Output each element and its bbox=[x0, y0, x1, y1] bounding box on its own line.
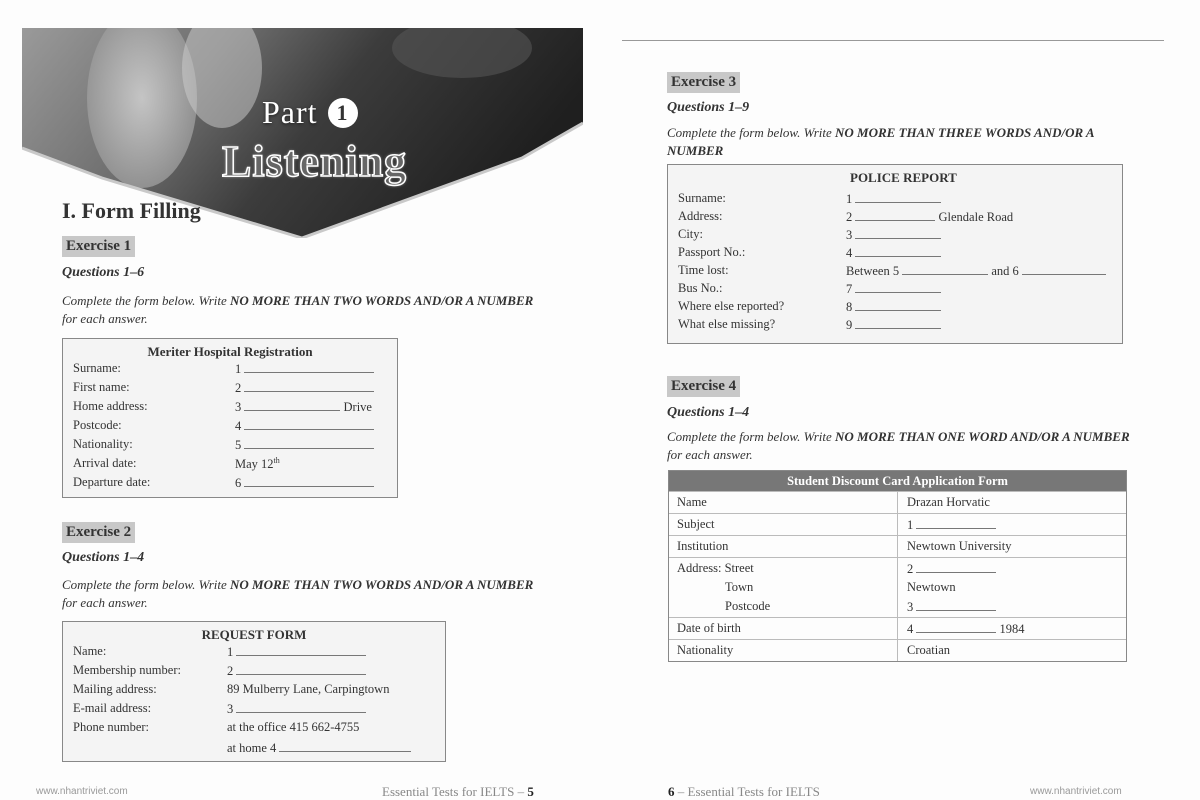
row-value bbox=[846, 191, 941, 207]
instr-text: Complete the form below. Write bbox=[667, 429, 836, 444]
row-value bbox=[235, 380, 374, 396]
form-row bbox=[63, 663, 445, 681]
answer-number: Between 5 bbox=[846, 264, 900, 278]
page-top-rule bbox=[622, 40, 1164, 41]
row-value bbox=[846, 281, 941, 297]
row-label: Passport No.: bbox=[678, 245, 746, 259]
row-value bbox=[846, 299, 941, 315]
form-row bbox=[63, 720, 445, 738]
part-number-badge: 1 bbox=[328, 98, 358, 128]
row-value: Drazan Horvatic bbox=[907, 495, 990, 509]
row-value bbox=[227, 701, 366, 717]
row-label: Where else reported? bbox=[678, 299, 785, 313]
answer-blank[interactable] bbox=[855, 191, 941, 203]
form-row bbox=[668, 263, 1122, 281]
row-label: Address: Street bbox=[677, 561, 754, 575]
answer-blank[interactable] bbox=[916, 599, 996, 611]
exercise-4-questions: Questions 1–4 bbox=[667, 405, 750, 420]
row-label: Membership number: bbox=[73, 663, 181, 677]
answer-number: 1 bbox=[235, 362, 242, 376]
answer-number: 1 bbox=[907, 518, 914, 532]
answer-number: 2 bbox=[846, 210, 853, 224]
row-label: Name bbox=[677, 495, 707, 509]
date-suffix: th bbox=[273, 456, 280, 465]
exercise-1-questions: Questions 1–6 bbox=[62, 265, 145, 280]
row-value bbox=[235, 399, 372, 415]
form-row bbox=[668, 281, 1122, 299]
form-title: Meriter Hospital Registration bbox=[147, 344, 313, 359]
footer-book-title bbox=[382, 784, 534, 800]
answer-blank[interactable] bbox=[244, 361, 374, 373]
row-label: Arrival date: bbox=[73, 456, 137, 470]
answer-number: 3 bbox=[235, 400, 242, 414]
row-label: Departure date: bbox=[73, 475, 151, 489]
answer-number: 3 bbox=[846, 228, 853, 242]
row-value bbox=[846, 245, 941, 261]
arrival-date: May 12 bbox=[235, 457, 274, 472]
row-label: Institution bbox=[677, 539, 729, 553]
row-value bbox=[227, 740, 411, 756]
table-row bbox=[669, 535, 1126, 557]
answer-number: 1 bbox=[227, 645, 234, 659]
answer-blank[interactable] bbox=[244, 418, 374, 430]
row-value bbox=[235, 361, 374, 377]
row-label: City: bbox=[678, 227, 704, 241]
answer-number: 7 bbox=[846, 282, 853, 296]
answer-number: 4 bbox=[846, 246, 853, 260]
form-row bbox=[63, 740, 445, 758]
answer-number: at home 4 bbox=[227, 741, 277, 755]
row-label: Town bbox=[725, 580, 754, 594]
section-title: I. Form Filling bbox=[62, 198, 201, 223]
value-suffix: Glendale Road bbox=[938, 210, 1014, 224]
row-label: Postcode bbox=[725, 599, 771, 613]
table-row bbox=[669, 491, 1126, 513]
row-label: Nationality bbox=[677, 643, 734, 657]
row-value bbox=[227, 663, 366, 679]
form-row bbox=[63, 399, 397, 417]
form-row bbox=[63, 456, 397, 474]
row-label: Subject bbox=[677, 517, 715, 531]
row-label: Name: bbox=[73, 644, 107, 658]
instr-text-end: for each answer. bbox=[62, 311, 148, 326]
exercise-2-questions: Questions 1–4 bbox=[62, 550, 145, 565]
exercise-3-questions: Questions 1–9 bbox=[667, 100, 750, 115]
answer-number: 1 bbox=[846, 192, 853, 206]
form-row bbox=[668, 245, 1122, 263]
row-value bbox=[846, 263, 1106, 279]
answer-number: 3 bbox=[227, 702, 234, 716]
row-value: Croatian bbox=[907, 643, 951, 657]
exercise-1-instructions bbox=[62, 292, 542, 328]
book-title: – Essential Tests for IELTS bbox=[674, 784, 820, 799]
answer-blank[interactable] bbox=[236, 663, 366, 675]
form-row bbox=[63, 361, 397, 379]
row-value bbox=[907, 621, 1025, 637]
form-row bbox=[63, 644, 445, 662]
answer-blank[interactable] bbox=[855, 281, 941, 293]
answer-blank[interactable] bbox=[855, 227, 941, 239]
value-suffix: 1984 bbox=[999, 622, 1025, 636]
row-label: Home address: bbox=[73, 399, 148, 413]
exercise-4-badge: Exercise 4 bbox=[667, 376, 740, 397]
row-value bbox=[907, 561, 996, 577]
form-row bbox=[668, 299, 1122, 317]
form-row bbox=[63, 437, 397, 455]
hospital-registration-form bbox=[62, 338, 398, 498]
row-label: Phone number: bbox=[73, 720, 150, 734]
part-heading bbox=[262, 94, 358, 131]
form-row bbox=[668, 317, 1122, 335]
answer-blank[interactable] bbox=[855, 245, 941, 257]
answer-number: 2 bbox=[235, 381, 242, 395]
form-row bbox=[63, 475, 397, 493]
row-label: Mailing address: bbox=[73, 682, 157, 696]
exercise-2-badge: Exercise 2 bbox=[62, 522, 135, 543]
table-row bbox=[669, 617, 1126, 639]
row-label: Surname: bbox=[73, 361, 121, 375]
answer-blank[interactable] bbox=[855, 299, 941, 311]
answer-number: 4 bbox=[235, 419, 242, 433]
form-row bbox=[63, 418, 397, 436]
row-value bbox=[235, 437, 374, 453]
row-value bbox=[235, 475, 374, 491]
answer-blank[interactable] bbox=[236, 644, 366, 656]
answer-blank[interactable] bbox=[902, 263, 988, 275]
row-value bbox=[846, 317, 941, 333]
row-value: at the office 415 662-4755 bbox=[227, 720, 360, 734]
answer-blank[interactable] bbox=[855, 317, 941, 329]
instr-text: Complete the form below. Write bbox=[62, 293, 231, 308]
row-label: What else missing? bbox=[678, 317, 776, 331]
instr-bold: NO MORE THAN THREE WORDS AND/OR A NUMBER bbox=[667, 125, 1094, 158]
instr-bold: NO MORE THAN TWO WORDS AND/OR A NUMBER bbox=[230, 293, 534, 308]
row-label: First name: bbox=[73, 380, 130, 394]
instr-text: Complete the form below. Write bbox=[62, 577, 231, 592]
row-value bbox=[846, 209, 1013, 225]
row-value: Newtown bbox=[907, 580, 956, 594]
value-suffix: and 6 bbox=[991, 264, 1019, 278]
answer-blank[interactable] bbox=[244, 437, 374, 449]
row-label: Time lost: bbox=[678, 263, 729, 277]
instr-text: Complete the form below. Write bbox=[667, 125, 836, 140]
answer-blank[interactable] bbox=[916, 561, 996, 573]
answer-blank[interactable] bbox=[236, 701, 366, 713]
row-label: Bus No.: bbox=[678, 281, 723, 295]
exercise-4-instructions bbox=[667, 428, 1137, 464]
answer-number: 9 bbox=[846, 318, 853, 332]
banner-title: Listening bbox=[222, 137, 408, 186]
answer-blank[interactable] bbox=[916, 517, 996, 529]
exercise-1-badge: Exercise 1 bbox=[62, 236, 135, 257]
police-report-form bbox=[667, 164, 1123, 344]
answer-number: 2 bbox=[907, 562, 914, 576]
form-title: POLICE REPORT bbox=[850, 170, 957, 185]
footer-url[interactable]: www.nhantriviet.com bbox=[36, 786, 128, 797]
answer-number: 3 bbox=[907, 600, 914, 614]
value-suffix: Drive bbox=[343, 400, 372, 414]
row-label: Nationality: bbox=[73, 437, 133, 451]
answer-blank[interactable] bbox=[279, 740, 411, 752]
answer-blank[interactable] bbox=[244, 399, 340, 411]
row-label: Surname: bbox=[678, 191, 726, 205]
row-value bbox=[235, 418, 374, 434]
row-value: 89 Mulberry Lane, Carpingtown bbox=[227, 682, 390, 696]
request-form bbox=[62, 621, 446, 762]
instr-text-end: for each answer. bbox=[667, 447, 753, 462]
instr-bold: NO MORE THAN ONE WORD AND/OR A NUMBER bbox=[835, 429, 1130, 444]
answer-number: 6 bbox=[235, 476, 242, 490]
page-number: 6 bbox=[668, 784, 675, 799]
table-row bbox=[669, 513, 1126, 535]
form-row bbox=[63, 701, 445, 719]
answer-number: 5 bbox=[235, 438, 242, 452]
row-label: Address: bbox=[678, 209, 723, 223]
part-label: Part bbox=[262, 94, 318, 130]
form-row bbox=[668, 209, 1122, 227]
instr-text-end: for each answer. bbox=[62, 595, 148, 610]
exercise-3-badge: Exercise 3 bbox=[667, 72, 740, 93]
row-label: E-mail address: bbox=[73, 701, 152, 715]
form-row bbox=[63, 380, 397, 398]
table-row bbox=[669, 639, 1126, 661]
row-value bbox=[227, 644, 366, 660]
footer-book-title-right bbox=[668, 784, 820, 800]
row-value bbox=[846, 227, 941, 243]
row-value bbox=[907, 599, 996, 615]
form-title: REQUEST FORM bbox=[201, 627, 307, 642]
row-value bbox=[235, 456, 280, 472]
row-label: Date of birth bbox=[677, 621, 741, 635]
answer-blank[interactable] bbox=[916, 621, 996, 633]
footer-url-right[interactable]: www.nhantriviet.com bbox=[1030, 786, 1122, 797]
form-title: Student Discount Card Application Form bbox=[669, 471, 1126, 491]
row-value bbox=[907, 517, 996, 533]
answer-blank[interactable] bbox=[855, 209, 935, 221]
instr-bold: NO MORE THAN TWO WORDS AND/OR A NUMBER bbox=[230, 577, 534, 592]
exercise-2-instructions bbox=[62, 576, 542, 612]
answer-number: 8 bbox=[846, 300, 853, 314]
answer-number: 2 bbox=[227, 664, 234, 678]
table-row-address bbox=[669, 557, 1126, 617]
answer-blank[interactable] bbox=[244, 475, 374, 487]
row-value: Newtown University bbox=[907, 539, 1012, 553]
answer-number: 4 bbox=[907, 622, 914, 636]
form-row bbox=[63, 682, 445, 700]
student-discount-card-form bbox=[668, 470, 1127, 662]
page-number: 5 bbox=[527, 784, 534, 799]
answer-blank[interactable] bbox=[1022, 263, 1106, 275]
form-row bbox=[668, 191, 1122, 209]
form-row bbox=[668, 227, 1122, 245]
row-label: Postcode: bbox=[73, 418, 122, 432]
answer-blank[interactable] bbox=[244, 380, 374, 392]
book-title: Essential Tests for IELTS – bbox=[382, 784, 528, 799]
